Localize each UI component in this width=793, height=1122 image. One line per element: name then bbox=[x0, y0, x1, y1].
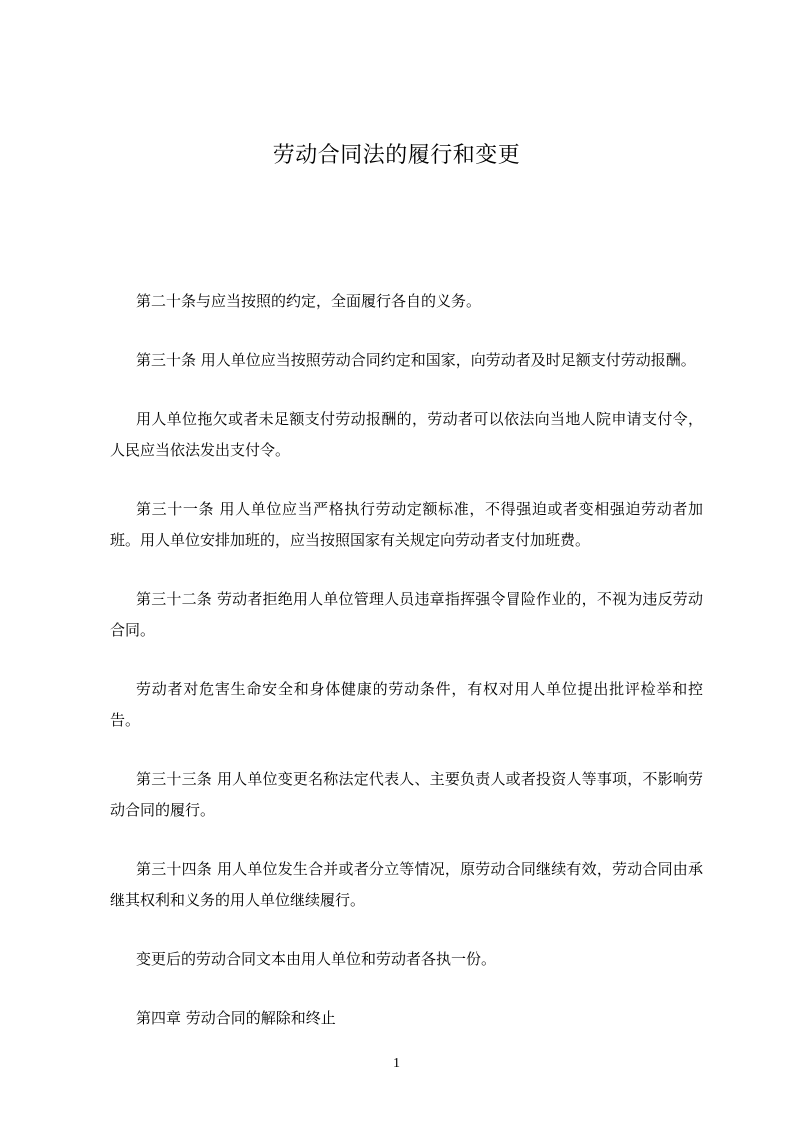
document-body bbox=[110, 286, 703, 1062]
paragraph-article-33: 第三十三条 用人单位变更名称法定代表人、主要负责人或者投资人等事项，不影响劳动合同的履行。 bbox=[110, 770, 703, 819]
paragraph-article-31: 第三十一条 用人单位应当严格执行劳动定额标准，不得强迫或者变相强迫劳动者加班。用人单位安排加班的，应当按照国家有关规定向劳动者支付加班费。 bbox=[110, 500, 703, 549]
paragraph-article-32: 第三十二条 劳动者拒绝用人单位管理人员违章指挥强令冒险作业的，不视为违反劳动合同。 bbox=[110, 590, 703, 639]
paragraph-worker-rights: 劳动者对危害生命安全和身体健康的劳动条件，有权对用人单位提出批评检举和控告。 bbox=[110, 680, 703, 729]
paragraph-payment-order: 用人单位拖欠或者未足额支付劳动报酬的，劳动者可以依法向当地人院申请支付令，人民应当依法发出支付令。 bbox=[110, 410, 703, 459]
paragraph-article-34: 第三十四条 用人单位发生合并或者分立等情况，原劳动合同继续有效，劳动合同由承继其权利和义务的用人单位继续履行。 bbox=[110, 860, 703, 909]
page-number: 1 bbox=[393, 1056, 400, 1071]
paragraph-article-30: 第三十条 用人单位应当按照劳动合同约定和国家，向劳动者及时足额支付劳动报酬。 bbox=[136, 351, 696, 369]
chapter-heading: 第四章 劳动合同的解除和终止 bbox=[136, 1009, 336, 1027]
paragraph-article-20: 第二十条与应当按照的约定，全面履行各自的义务。 bbox=[136, 292, 482, 310]
page-title: 劳动合同法的履行和变更 bbox=[272, 143, 521, 168]
paragraph-contract-copies: 变更后的劳动合同文本由用人单位和劳动者各执一份。 bbox=[136, 950, 497, 968]
